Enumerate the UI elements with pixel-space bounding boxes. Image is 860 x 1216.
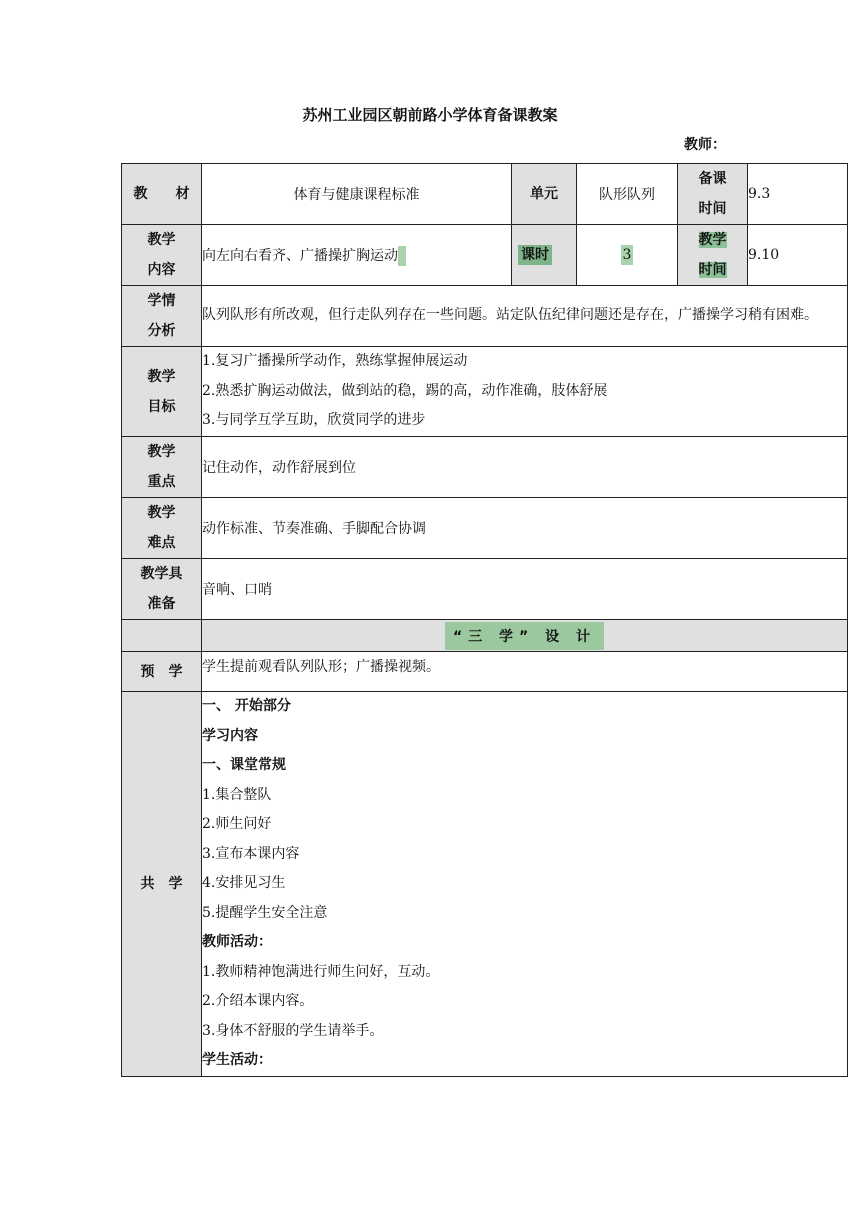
keypoints-label-line2: 重点 (147, 474, 176, 490)
shared-line: 一、 开始部分 (202, 698, 291, 714)
content-value-text: 向左向右看齐、广播操扩胸运动 (202, 248, 398, 264)
shared-line: 4.安排见习生 (202, 875, 286, 891)
table-row (122, 286, 848, 347)
content-highlight-mark (398, 246, 406, 266)
table-row (122, 347, 848, 437)
difficulties-text: 动作标准、节奏准确、手脚配合协调 (202, 498, 848, 559)
content-value (202, 225, 512, 286)
page-title: 苏州工业园区朝前路小学体育备课教案 (302, 106, 558, 124)
shared-line: 学习内容 (202, 727, 258, 744)
table-row (122, 164, 848, 225)
analysis-label-line1: 学情 (147, 293, 176, 309)
equipment-label (122, 559, 202, 620)
keypoints-label (122, 437, 202, 498)
teach-time-label-line2-text: 时间 (698, 262, 727, 278)
equipment-label-line1: 教学具 (140, 566, 183, 582)
keypoints-text: 记住动作，动作舒展到位 (202, 437, 848, 498)
table-row (122, 620, 848, 652)
material-value: 体育与健康课程标准 (202, 164, 512, 225)
shared-line: 2.师生问好 (202, 816, 272, 832)
prep-time-label-line1: 备课 (698, 171, 727, 187)
prep-time-label-line2: 时间 (698, 201, 727, 217)
content-label-line1: 教学 (147, 232, 176, 248)
design-header-text: “三 学” 设 计 (445, 622, 604, 650)
goals-label (122, 347, 202, 437)
periods-value-text: 3 (622, 247, 632, 263)
difficulties-label-line2: 难点 (147, 535, 176, 551)
shared-line: 一、课堂常规 (202, 757, 286, 773)
preview-text: 学生提前观看队列队形；广播操视频。 (202, 652, 848, 692)
difficulties-label-line1: 教学 (147, 505, 176, 521)
lesson-plan-table (121, 163, 848, 1077)
goal-item: 2.熟悉扩胸运动做法，做到站的稳，踢的高，动作准确，肢体舒展 (202, 382, 608, 399)
material-label: 教 材 (122, 164, 202, 225)
keypoints-label-line1: 教学 (147, 444, 176, 460)
periods-label-text: 课时 (518, 245, 552, 265)
table-row (122, 437, 848, 498)
periods-label (512, 225, 577, 286)
goal-item: 1.复习广播操所学动作，熟练掌握伸展运动 (202, 353, 468, 370)
shared-line: 1.教师精神饱满进行师生问好，互动。 (202, 963, 440, 980)
equipment-label-line2: 准备 (147, 596, 176, 612)
periods-value (577, 225, 678, 286)
shared-line: 3.宣布本课内容 (202, 845, 300, 862)
table-row (122, 225, 848, 286)
table-row (122, 692, 848, 1077)
shared-line: 5.提醒学生安全注意 (202, 904, 328, 921)
equipment-text: 音响、口哨 (202, 559, 848, 620)
unit-label: 单元 (512, 164, 577, 225)
shared-content (202, 692, 848, 1077)
shared-line: 2.介绍本课内容。 (202, 993, 314, 1009)
unit-value: 队形队列 (577, 164, 678, 225)
table-row (122, 559, 848, 620)
difficulties-label (122, 498, 202, 559)
content-label-line2: 内容 (147, 262, 176, 278)
prep-time-label (678, 164, 748, 225)
goals-list (202, 347, 848, 437)
prep-time-value: 9.3 (748, 164, 848, 225)
table-row (122, 498, 848, 559)
teach-time-label-line1 (678, 225, 747, 255)
preview-label: 预 学 (122, 652, 202, 692)
goal-item: 3.与同学互学互助，欣赏同学的进步 (202, 412, 426, 429)
analysis-label-line2: 分析 (147, 323, 176, 339)
goals-label-line1: 教学 (147, 368, 176, 385)
goals-label-line2: 目标 (147, 398, 176, 415)
design-header (202, 620, 848, 652)
table-row (122, 652, 848, 692)
shared-line: 1.集合整队 (202, 786, 272, 803)
shared-label: 共 学 (122, 692, 202, 1077)
shared-line: 3.身体不舒服的学生请举手。 (202, 1022, 384, 1039)
teach-time-label-line2 (678, 255, 747, 285)
shared-line: 学生活动： (202, 1052, 272, 1068)
analysis-label (122, 286, 202, 347)
shared-line: 教师活动： (202, 934, 272, 950)
teach-time-label (678, 225, 748, 286)
teach-time-label-line1-text: 教学 (698, 232, 727, 248)
design-label-empty (122, 620, 202, 652)
content-label (122, 225, 202, 286)
analysis-text: 队列队形有所改观，但行走队列存在一些问题。站定队伍纪律问题还是存在，广播操学习稍有困难。 (202, 286, 848, 347)
teacher-label: 教师： (684, 137, 726, 153)
teach-time-value: 9.10 (748, 225, 848, 286)
